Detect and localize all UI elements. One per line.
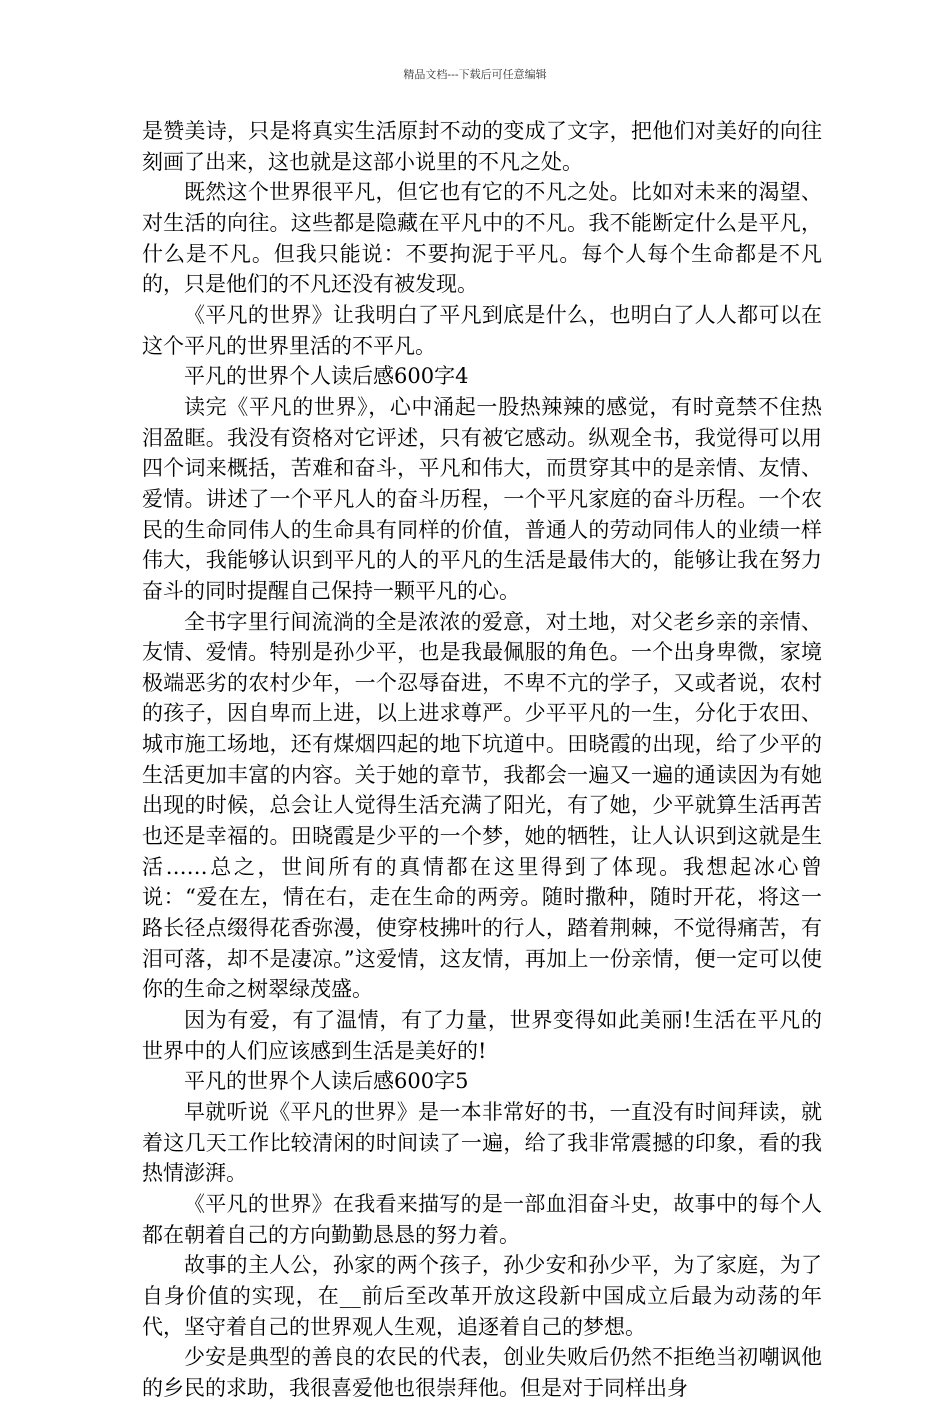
paragraph: 少安是典型的善良的农民的代表，创业失败后仍然不拒绝当初嘲讽他的乡民的求助，我很喜爱他也很崇拜他。但是对于同样出身 [142,1345,822,1400]
paragraph: 《平凡的世界》在我看来描写的是一部血泪奋斗史，故事中的每个人都在朝着自己的方向勤勤恳恳的努力着。 [142,1191,822,1247]
paragraph: 故事的主人公，孙家的两个孩子，孙少安和孙少平，为了家庭，为了自身价值的实现，在__前后至改革开放这段新中国成立后最为动荡的年代，坚守着自己的世界观人生观，追逐着自己的梦想。 [142,1253,822,1339]
document-body [142,116,822,1404]
paragraph: 读完《平凡的世界》，心中涌起一股热辣辣的感觉，有时竟禁不住热泪盈眶。我没有资格对它评述，只有被它感动。纵观全书，我觉得可以用四个词来概括，苦难和奋斗，平凡和伟大，而贯穿其中的是亲情、友情、爱情。讲述了一个平凡人的奋斗历程，一个平凡家庭的奋斗历程。一个农民的生命同伟人的生命具有同样的价值，普通人的劳动同伟人的业绩一样伟大，我能够认识到平凡的人的平凡的生活是最伟大的，能够让我在努力奋斗的同时提醒自己保持一颗平凡的心。 [142,394,822,603]
paragraph: 因为有爱，有了温情，有了力量，世界变得如此美丽!生活在平凡的世界中的人们应该感到生活是美好的! [142,1008,822,1063]
paragraph: 既然这个世界很平凡，但它也有它的不凡之处。比如对未来的渴望、对生活的向往。这些都是隐藏在平凡中的不凡。我不能断定什么是平凡，什么是不凡。但我只能说：不要拘泥于平凡。每个人每个生命都是不凡的，只是他们的不凡还没有被发现。 [142,180,822,297]
section-heading: 平凡的世界个人读后感600字5 [184,1069,469,1094]
section-heading: 平凡的世界个人读后感600字4 [184,364,469,389]
paragraph: 《平凡的世界》让我明白了平凡到底是什么，也明白了人人都可以在这个平凡的世界里活的不平凡。 [142,302,822,358]
paragraph-continuation: 是赞美诗，只是将真实生活原封不动的变成了文字，把他们对美好的向往刻画了出来，这也就是这部小说里的不凡之处。 [142,119,822,174]
paragraph: 早就听说《平凡的世界》是一本非常好的书，一直没有时间拜读，就着这几天工作比较清闲的时间读了一遍，给了我非常震撼的印象，看的我热情澎湃。 [142,1100,822,1186]
page-header: 精品文档---下载后可任意编辑 [403,68,547,81]
paragraph: 全书字里行间流淌的全是浓浓的爱意，对土地，对父老乡亲的亲情、友情、爱情。特别是孙少平，也是我最佩服的角色。一个出身卑微，家境极端恶劣的农村少年，一个忍辱奋进，不卑不亢的学子，又或者说，农村的孩子，因自卑而上进，以上进求尊严。少平平凡的一生，分化于农田、城市施工场地，还有煤烟四起的地下坑道中。田晓霞的出现，给了少平的生活更加丰富的内容。关于她的章节，我都会一遍又一遍的通读因为有她出现的时候，总会让人觉得生活充满了阳光，有了她，少平就算生活再苦也还是幸福的。田晓霞是少平的一个梦，她的牺牲，让人认识到这就是生活……总之，世间所有的真情都在这里得到了体现。我想起冰心曾说：“爱在左，情在右，走在生命的两旁。随时撒种，随时开花，将这一路长径点缀得花香弥漫，使穿枝拂叶的行人，踏着荆棘，不觉得痛苦，有泪可落，却不是凄凉。”这爱情，这友情，再加上一份亲情，便一定可以使你的生命之树翠绿茂盛。 [142,609,822,1002]
